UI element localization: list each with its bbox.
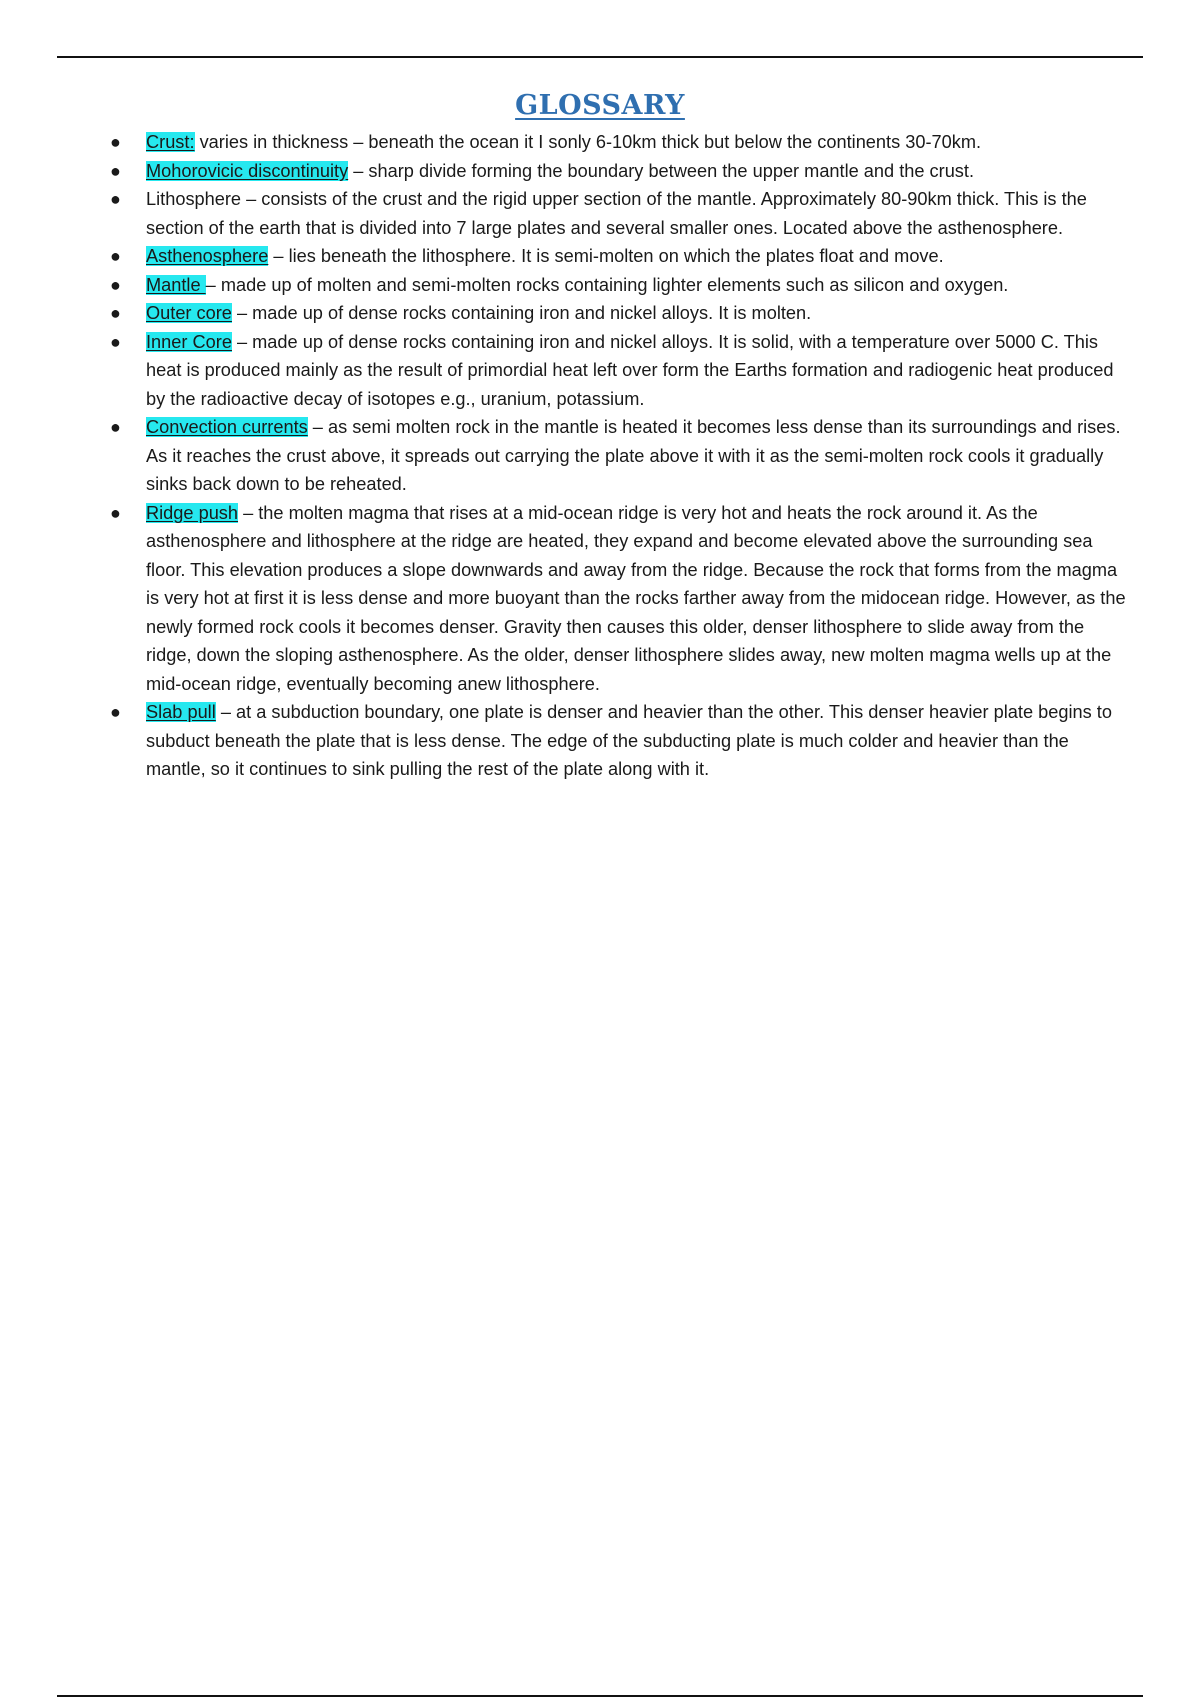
glossary-definition: Lithosphere – consists of the crust and the rigid upper section of the mantle. Approximately 80-90km thick. This is the section of the earth that is divided into 7 large plates and several smaller ones. Located above the asthenosphere. [146, 189, 1087, 238]
bullet-icon: ● [110, 189, 121, 209]
bullet-icon: ● [110, 303, 121, 323]
top-divider [57, 56, 1143, 58]
glossary-entry-mohorovicic-discontinuity [110, 157, 1128, 186]
page-title: GLOSSARY [515, 90, 685, 122]
glossary-definition: – lies beneath the lithosphere. It is semi-molten on which the plates float and move. [268, 246, 944, 266]
glossary-definition: – made up of dense rocks containing iron and nickel alloys. It is molten. [231, 303, 812, 323]
glossary-entry-mantle [110, 271, 1128, 300]
glossary-term: Mohorovicic discontinuity [146, 160, 349, 181]
glossary-entry-crust [110, 128, 1128, 157]
glossary-definition: – sharp divide forming the boundary between the upper mantle and the crust. [348, 160, 975, 181]
glossary-term: Asthenosphere [146, 246, 269, 266]
bullet-icon: ● [110, 132, 121, 152]
glossary-definition: – made up of molten and semi-molten rocks containing lighter elements such as silicon and oxygen. [205, 274, 1009, 295]
glossary-term: Mantle [146, 274, 206, 295]
bottom-divider [57, 1695, 1143, 1697]
glossary-term: Ridge push [146, 502, 239, 523]
glossary-entry-outer-core [110, 299, 1128, 328]
bullet-icon: ● [110, 417, 121, 437]
bullet-icon: ● [110, 702, 121, 722]
glossary-entry-convection-currents [110, 413, 1128, 499]
bullet-icon: ● [110, 246, 121, 266]
glossary-definition: – made up of dense rocks containing iron and nickel alloys. It is solid, with a temperature over 5000 C. This heat is produced mainly as the result of primordial heat left over form the Earths formation and radiogenic heat produced by the radioactive decay of isotopes e.g., uranium, potassium. [146, 331, 1114, 409]
bullet-icon: ● [110, 331, 121, 352]
bullet-icon: ● [110, 274, 121, 295]
bullet-icon: ● [110, 502, 121, 523]
glossary-entry-ridge-push [110, 499, 1128, 699]
glossary-entry-inner-core [110, 328, 1128, 414]
glossary-term: Crust: [146, 132, 195, 152]
glossary-definition: – at a subduction boundary, one plate is denser and heavier than the other. This denser heavier plate begins to subduct beneath the plate that is less dense. The edge of the subducting plate is much colder and heavier than the mantle, so it continues to sink pulling the rest of the plate along with it. [146, 702, 1112, 779]
glossary-term: Slab pull [146, 702, 216, 722]
glossary-list [0, 128, 1200, 784]
glossary-term: Outer core [146, 303, 232, 323]
glossary-entry-lithosphere [110, 185, 1128, 242]
glossary-term: Convection currents [146, 417, 308, 437]
glossary-term: Inner Core [146, 331, 232, 352]
glossary-entry-slab-pull [110, 698, 1128, 784]
bullet-icon: ● [110, 160, 121, 181]
glossary-definition: varies in thickness – beneath the ocean it I sonly 6-10km thick but below the continents 30-70km. [194, 132, 982, 152]
glossary-definition: – the molten magma that rises at a mid-ocean ridge is very hot and heats the rock around it. As the asthenosphere and lithosphere at the ridge are heated, they expand and become elevated above the surrounding sea floor. This elevation produces a slope downwards and away from the ridge. Because the rock that forms from the magma is very hot at first it is less dense and more buoyant than the rocks farther away from the midocean ridge. However, as the newly formed rock cools it becomes denser. Gravity then causes this older, denser lithosphere to slide away from the ridge, down the sloping asthenosphere. As the older, denser lithosphere slides away, new molten magma wells up at the mid-ocean ridge, eventually becoming anew lithosphere. [146, 502, 1126, 694]
glossary-entry-asthenosphere [110, 242, 1128, 271]
glossary-definition: – as semi molten rock in the mantle is heated it becomes less dense than its surroundings and rises. As it reaches the crust above, it spreads out carrying the plate above it with it as the semi-molten rock cools it gradually sinks back down to be reheated. [146, 417, 1121, 494]
